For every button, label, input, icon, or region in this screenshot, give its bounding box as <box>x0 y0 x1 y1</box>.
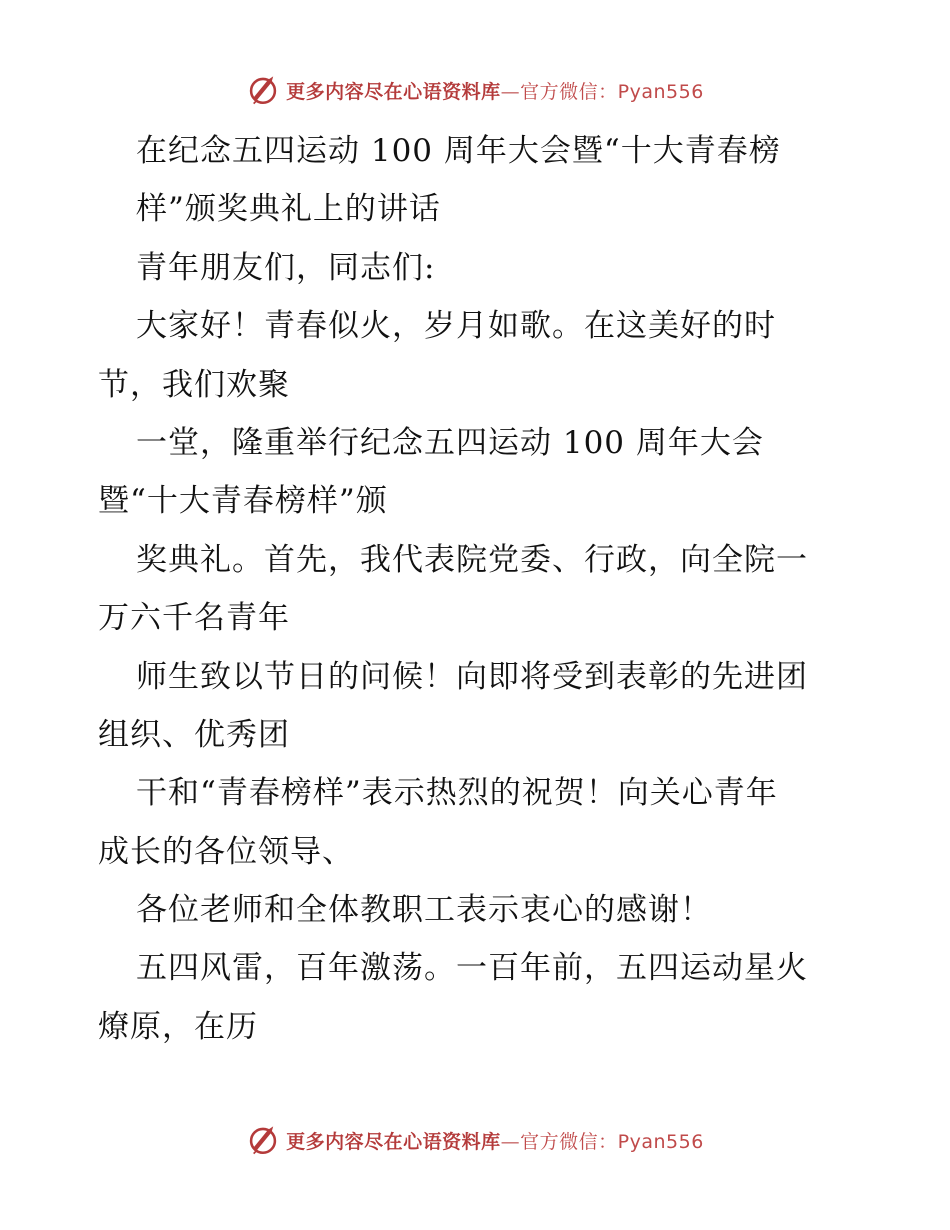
text-line: 暨“十大青春榜样”颁 <box>98 483 388 520</box>
text-line: 奖典礼。首先，我代表院党委、行政，向全院一 <box>136 541 808 578</box>
text-line: 节，我们欢聚 <box>98 366 290 403</box>
text-line: 燎原，在历 <box>98 1008 258 1045</box>
text-line: 干和“青春榜样”表示热烈的祝贺！向关心青年 <box>136 775 778 812</box>
banner-separator: — <box>500 80 521 103</box>
text-line: 大家好！青春似火，岁月如歌。在这美好的时 <box>136 308 776 345</box>
text-line: 一堂，隆重举行纪念五四运动 100 周年大会 <box>136 424 764 461</box>
text-line: 各位老师和全体教职工表示衷心的感谢！ <box>136 892 712 929</box>
text-line: 万六千名青年 <box>98 600 290 637</box>
banner-main-text: 更多内容尽在心语资料库 <box>286 80 501 103</box>
footer-watermark-banner <box>0 1120 950 1160</box>
header-watermark-banner <box>0 70 950 110</box>
banner-handle-text: 官方微信：Pyan556 <box>520 1130 704 1153</box>
text-line: 师生致以节日的问候！向即将受到表彰的先进团 <box>136 658 808 695</box>
text-line: 在纪念五四运动 100 周年大会暨“十大青春榜 <box>136 133 781 169</box>
banner-handle-text: 官方微信：Pyan556 <box>520 80 704 103</box>
text-line: 青年朋友们，同志们: <box>136 249 436 286</box>
text-line: 样”颁奖典礼上的讲话 <box>136 191 441 228</box>
banner-separator: — <box>500 1130 521 1153</box>
quill-pen-circle-logo-icon <box>246 73 280 107</box>
document-body <box>98 122 858 1056</box>
text-line: 组织、优秀团 <box>98 716 290 753</box>
text-line: 成长的各位领导、 <box>98 833 354 870</box>
banner-main-text: 更多内容尽在心语资料库 <box>286 1130 501 1153</box>
quill-pen-circle-logo-icon <box>246 1123 280 1157</box>
text-line: 五四风雷，百年激荡。一百年前，五四运动星火 <box>136 950 808 987</box>
